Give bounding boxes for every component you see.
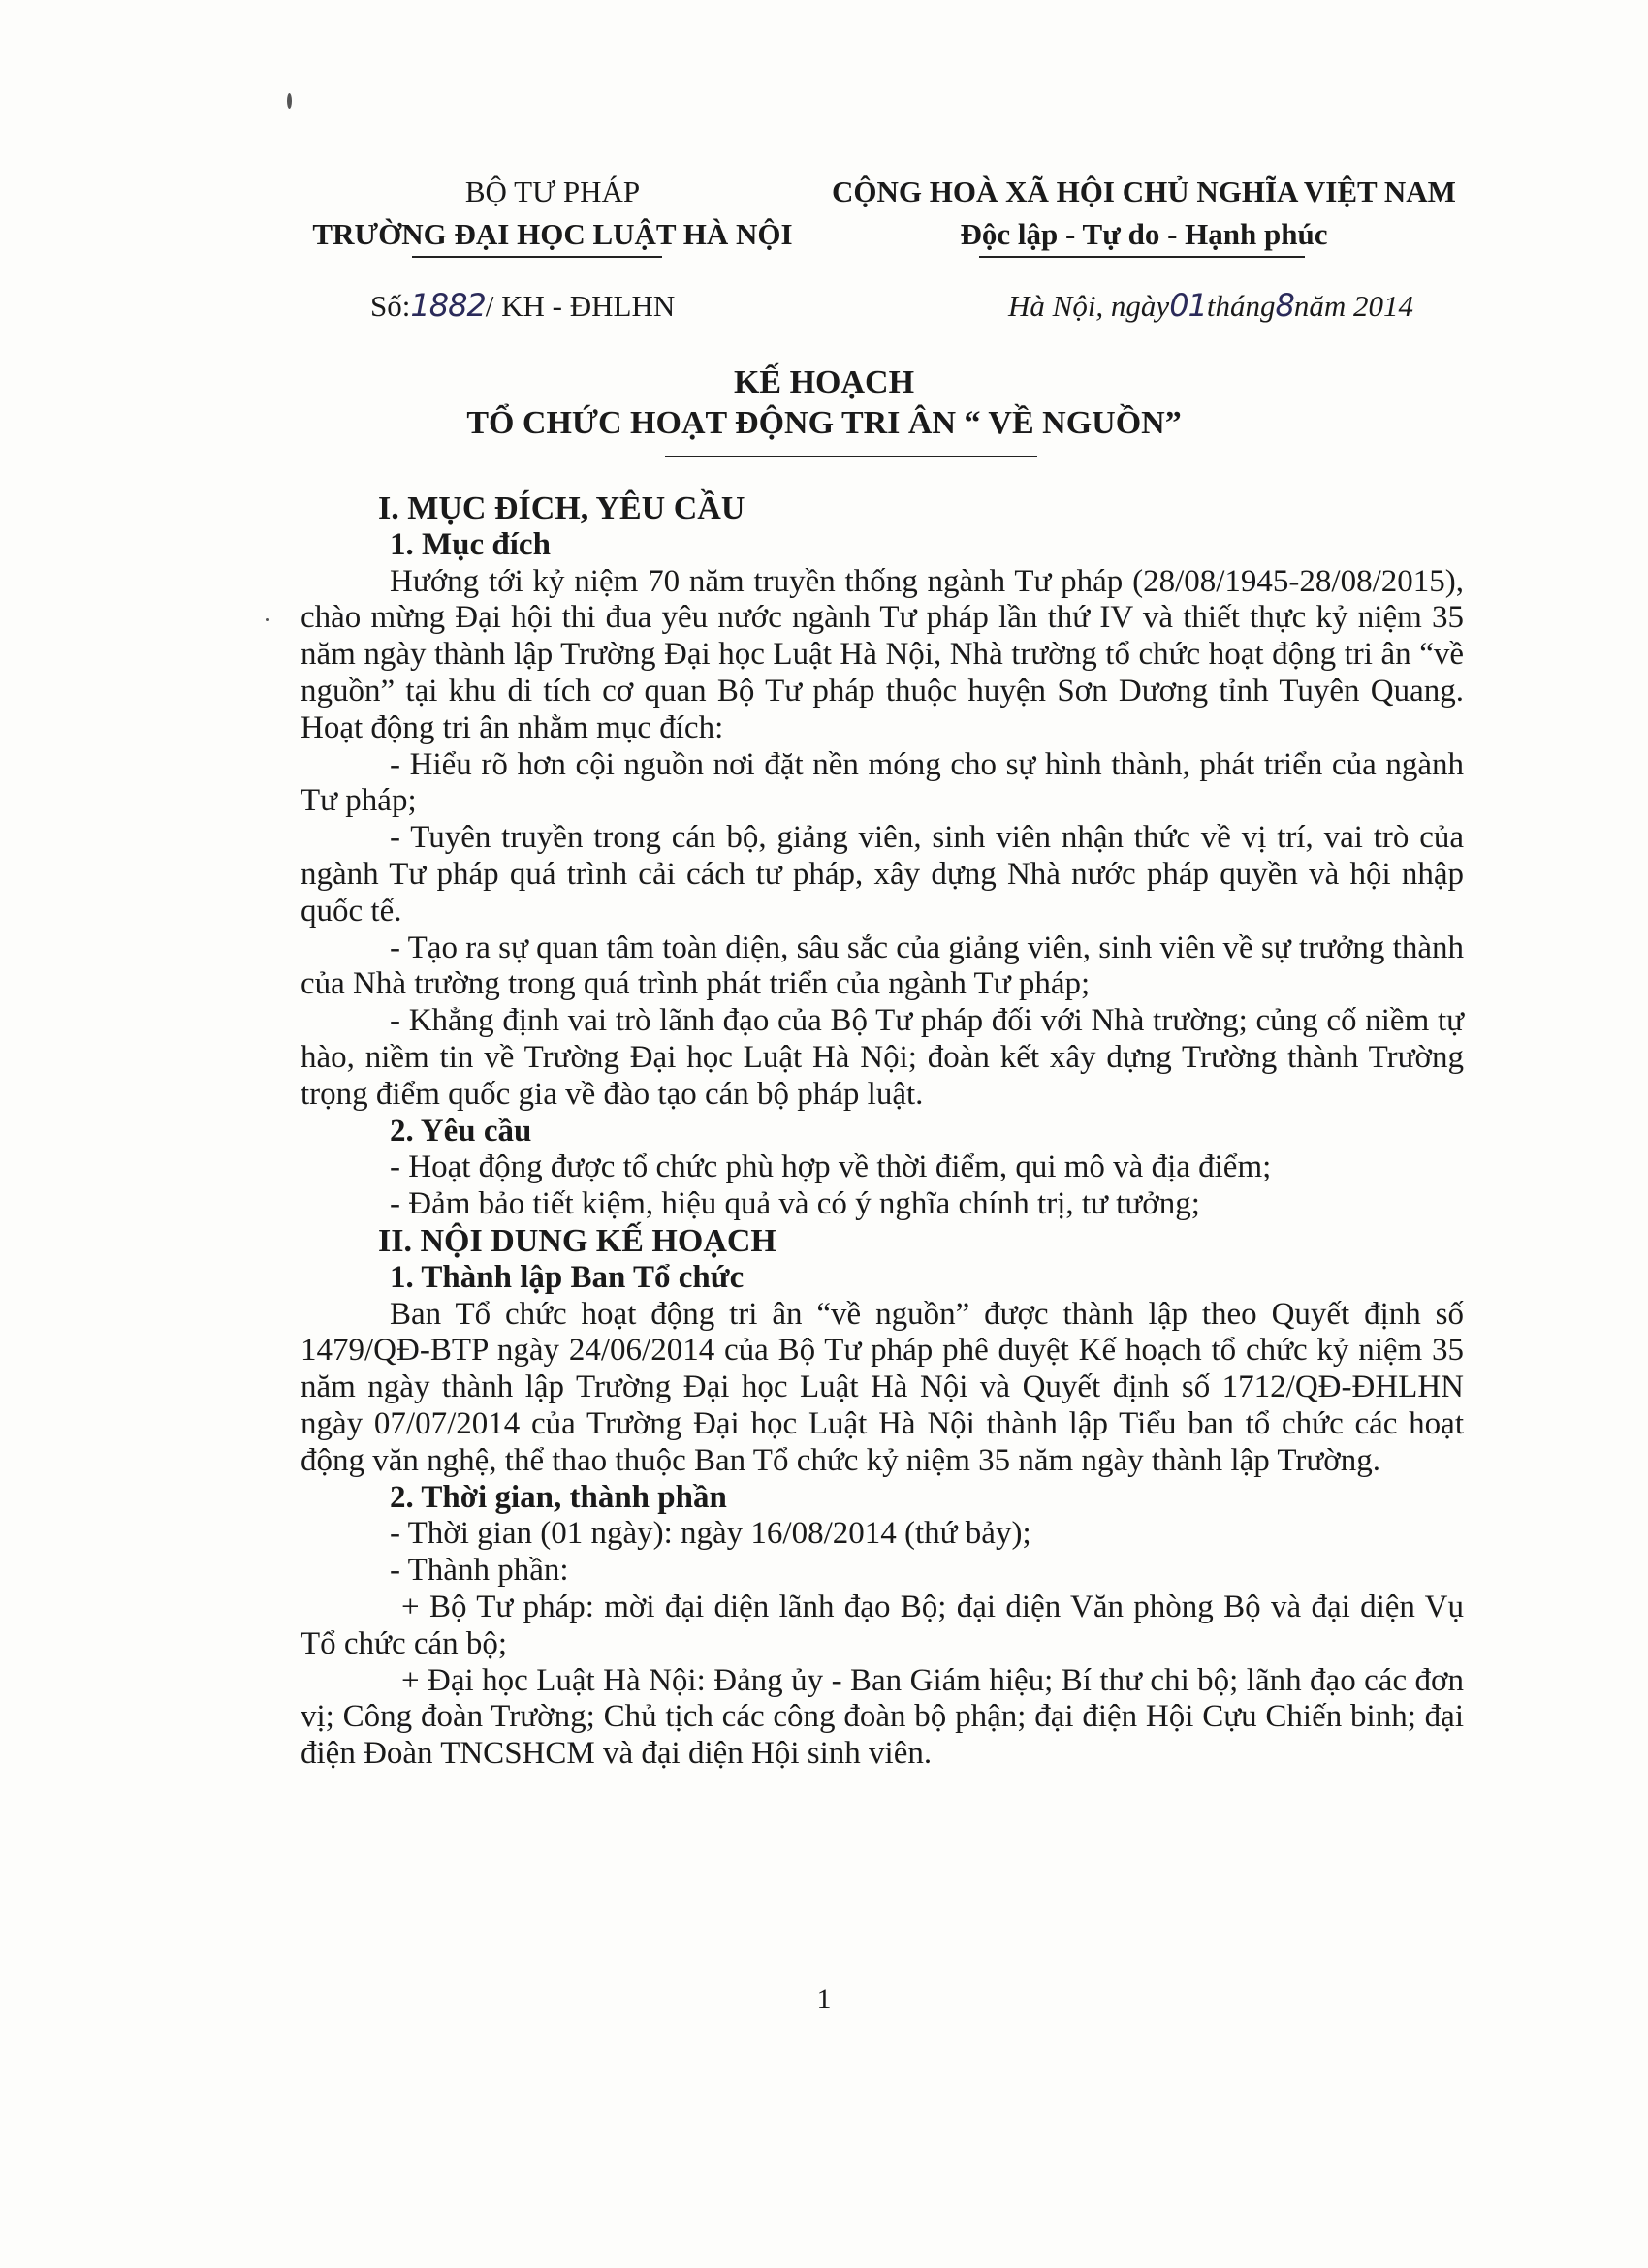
scan-mark — [266, 618, 269, 621]
page-number: 1 — [816, 1983, 832, 2015]
bullet-item: - Thành phần: — [390, 1553, 569, 1589]
document-subtitle: TỔ CHỨC HOẠT ĐỘNG TRI ÂN “ VỀ NGUỒN” — [466, 405, 1182, 441]
handwritten-ref-number: 1882 — [410, 287, 486, 324]
document-date — [1008, 287, 1413, 324]
ref-suffix: / KH - ĐHLHN — [485, 289, 676, 323]
issuer-block — [281, 171, 824, 256]
document-title: KẾ HOẠCH — [733, 364, 915, 400]
subsection-heading: 1. Mục đích — [390, 526, 551, 562]
date-suffix: năm 2014 — [1293, 289, 1414, 323]
bullet-item: - Hoạt động được tổ chức phù hợp về thời điểm, qui mô và địa điểm; — [390, 1150, 1272, 1185]
motto-underline — [979, 256, 1305, 258]
bullet-item: - Khẳng định vai trò lãnh đạo của Bộ Tư pháp đối với Nhà trường; củng cố niềm tự hào, niềm tin về Trường Đại học Luật Hà Nội; đoàn kết xây dựng Trường thành Trường trọng điểm quốc gia về đào tạo cán bộ pháp luật. — [301, 1003, 1464, 1112]
paragraph: Ban Tổ chức hoạt động tri ân “về nguồn” được thành lập theo Quyết định số 1479/QĐ-BTP ngày 24/06/2014 của Bộ Tư pháp phê duyệt Kế hoạch tổ chức kỷ niệm 35 năm ngày thành lập Trường Đại học Luật Hà Nội và Quyết định số 1712/QĐ-ĐHLHN ngày 07/07/2014 của Trường Đại học Luật Hà Nội thành lập Tiểu ban tổ chức các hoạt động văn nghệ, thể thao thuộc Ban Tổ chức kỷ niệm 35 năm ngày thành lập Trường. — [301, 1296, 1464, 1478]
subsection-heading: 1. Thành lập Ban Tổ chức — [390, 1259, 745, 1295]
document-body — [301, 490, 1464, 1773]
section-heading: II. NỘI DUNG KẾ HOẠCH — [378, 1222, 776, 1259]
paragraph: Hướng tới kỷ niệm 70 năm truyền thống ngành Tư pháp (28/08/1945-28/08/2015), chào mừng Đại hội thi đua yêu nước ngành Tư pháp lần thứ IV và thiết thực kỷ niệm 35 năm ngày thành lập Trường Đại học Luật Hà Nội, Nhà trường tổ chức hoạt động tri ân “về nguồn” tại khu di tích cơ quan Bộ Tư pháp thuộc huyện Sơn Dương tỉnh Tuyên Quang. Hoạt động tri ân nhằm mục đích: — [301, 563, 1464, 745]
bullet-item: - Tạo ra sự quan tâm toàn diện, sâu sắc của giảng viên, sinh viên về sự trưởng thành của Nhà trường trong quá trình phát triển của ngành Tư pháp; — [301, 929, 1464, 1002]
national-motto: Độc lập - Tự do - Hạnh phúc — [960, 217, 1328, 251]
section-heading: I. MỤC ĐÍCH, YÊU CẦU — [378, 490, 745, 526]
bullet-item: + Đại học Luật Hà Nội: Đảng ủy - Ban Giám hiệu; Bí thư chi bộ; lãnh đạo các đơn vị; Công đoàn Trường; Chủ tịch các công đoàn bộ phận; đại điện Hội Cựu Chiến binh; đại điện Đoàn TNCSHCM và đại diện Hội sinh viên. — [301, 1662, 1464, 1772]
national-block — [795, 171, 1493, 256]
title-underline — [665, 456, 1037, 457]
date-prefix: Hà Nội, ngày — [1008, 289, 1170, 323]
ref-prefix: Số: — [370, 289, 411, 323]
date-mid: tháng — [1206, 289, 1276, 323]
subsection-heading: 2. Yêu cầu — [390, 1113, 532, 1149]
country-name: CỘNG HOÀ XÃ HỘI CHỦ NGHĨA VIỆT NAM — [832, 174, 1456, 208]
bullet-item: + Bộ Tư pháp: mời đại diện lãnh đạo Bộ; đại diện Văn phòng Bộ và đại diện Vụ Tổ chức cán bộ; — [301, 1589, 1464, 1661]
issuer-underline — [412, 256, 662, 258]
subsection-heading: 2. Thời gian, thành phần — [390, 1479, 727, 1515]
ministry-name: BỘ TƯ PHÁP — [464, 174, 641, 208]
bullet-item: - Thời gian (01 ngày): ngày 16/08/2014 (thứ bảy); — [390, 1516, 1031, 1552]
scan-mark — [287, 93, 292, 109]
bullet-item: - Hiểu rõ hơn cội nguồn nơi đặt nền móng cho sự hình thành, phát triển của ngành Tư pháp; — [301, 746, 1464, 819]
bullet-item: - Đảm bảo tiết kiệm, hiệu quả và có ý nghĩa chính trị, tư tưởng; — [390, 1186, 1200, 1222]
handwritten-month: 8 — [1275, 287, 1294, 324]
bullet-item: - Tuyên truyền trong cán bộ, giảng viên, sinh viên nhận thức về vị trí, vai trò của ngành Tư pháp quá trình cải cách tư pháp, xây dựng Nhà nước pháp quyền và hội nhập quốc tế. — [301, 820, 1464, 929]
document-number — [370, 287, 675, 324]
handwritten-day: 01 — [1169, 287, 1207, 324]
university-name: TRƯỜNG ĐẠI HỌC LUẬT HÀ NỘI — [312, 217, 793, 251]
